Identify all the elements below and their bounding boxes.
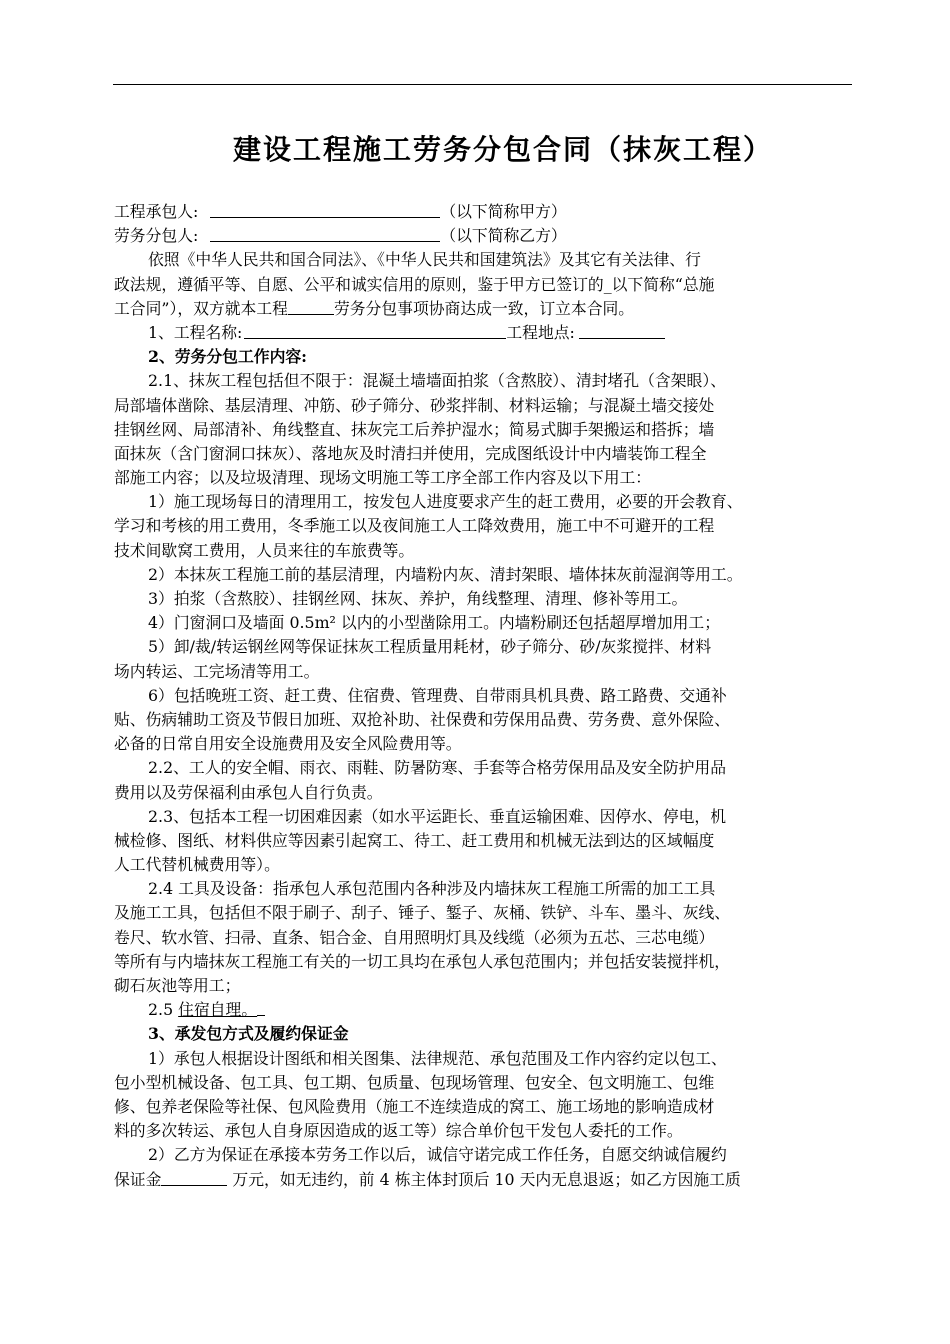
paragraph-line: 修、包养老保险等社保、包风险费用（施工不连续造成的窝工、施工场地的影响造成材 bbox=[114, 1096, 715, 1116]
project-blank[interactable] bbox=[288, 299, 334, 315]
paragraph-line: 等所有与内墙抹灰工程施工有关的一切工具均在承包人承包范围内；并包括安装搅拌机， bbox=[114, 951, 731, 971]
project-name-blank[interactable] bbox=[244, 323, 506, 339]
deposit-amount-blank[interactable] bbox=[161, 1170, 227, 1186]
paragraph-line: 挂钢丝网、局部清补、角线整直、抹灰完工后养护湿水；简易式脚手架搬运和搭拆；墙 bbox=[114, 419, 715, 439]
paragraph-line: 2.1、抹灰工程包括但不限于：混凝土墙墙面拍浆（含熬胶）、清封堵孔（含架眼）、 bbox=[148, 371, 727, 391]
intro-text: 劳务分包事项协商达成一致，订立本合同。 bbox=[333, 298, 635, 318]
paragraph-line: 3）拍浆（含熬胶）、挂钢丝网、抹灰、养护，角线整理、清理、修补等用工。 bbox=[148, 589, 688, 608]
paragraph-line: 2.4 工具及设备：指承包人承包范围内各种涉及内墙抹灰工程施工所需的加工工具 bbox=[148, 879, 716, 899]
project-name-label: 1、工程名称: bbox=[148, 322, 243, 342]
contractor-suffix: （以下简称甲方） bbox=[440, 202, 567, 221]
paragraph-line: 2.2、工人的安全帽、雨衣、雨鞋、防暑防寒、手套等合格劳保用品及安全防护用品 bbox=[148, 758, 727, 778]
paragraph-line: 2）乙方为保证在承接本劳务工作以后，诚信守诺完成工作任务，自愿交纳诚信履约 bbox=[148, 1145, 727, 1165]
paragraph-line: 1）承包人根据设计图纸和相关图集、法律规范、承包范围及工作内容约定以包工、 bbox=[148, 1048, 727, 1068]
paragraph-line: 2.3、包括本工程一切困难因素（如水平运距长、垂直运输困难、因停水、停电，机 bbox=[148, 806, 727, 826]
intro-line: 政法规，遵循平等、自愿、公平和诚实信用的原则，鉴于甲方已签订的_以下简称“总施 bbox=[114, 274, 715, 294]
paragraph-line: 料的多次转运、承包人自身原因造成的返工等）综合单价包干发包人委托的工作。 bbox=[114, 1121, 683, 1141]
underline-tail bbox=[257, 1000, 265, 1016]
document-title: 建设工程施工劳务分包合同（抹灰工程） bbox=[232, 133, 773, 166]
paragraph-line: 6）包括晚班工资、赶工费、住宿费、管理费、自带雨具机具费、路工路费、交通补 bbox=[148, 685, 727, 705]
intro-text: 工合同”），双方就本工程 bbox=[114, 298, 288, 318]
lodging-clause: 住宿自理。 bbox=[178, 1000, 258, 1020]
subcontractor-line bbox=[114, 224, 854, 248]
paragraph-line bbox=[114, 998, 854, 1022]
section-2-heading: 2、劳务分包工作内容: bbox=[148, 347, 307, 367]
paragraph-line: 1）施工现场每日的清理用工，按发包人进度要求产生的赶工费用，必要的开会教育、 bbox=[148, 492, 743, 512]
contract-body bbox=[114, 200, 854, 1192]
intro-line: 依照《中华人民共和国合同法》、《中华人民共和国建筑法》及其它有关法律、行 bbox=[148, 250, 701, 270]
section-3-heading: 3、承发包方式及履约保证金 bbox=[148, 1024, 349, 1044]
paragraph-line: 械检修、图纸、材料供应等因素引起窝工、待工、赶工费用和机械无法到达的区域幅度 bbox=[114, 830, 715, 850]
paragraph-line: 卷尺、软水管、扫帚、直条、铝合金、自用照明灯具及线缆（必须为五芯、三芯电缆） bbox=[114, 927, 715, 947]
paragraph-line: 及施工工具，包括但不限于刷子、刮子、锤子、錾子、灰桶、铁铲、斗车、墨斗、灰线、 bbox=[114, 903, 731, 923]
paragraph-line: 必备的日常自用安全设施费用及安全风险费用等。 bbox=[114, 734, 462, 754]
paragraph-line: 砌石灰池等用工； bbox=[114, 976, 241, 995]
contractor-blank[interactable] bbox=[210, 202, 440, 218]
project-location-blank[interactable] bbox=[579, 323, 665, 339]
contractor-line bbox=[114, 200, 854, 224]
paragraph-line: 人工代替机械费用等）。 bbox=[114, 855, 280, 875]
subcontractor-label: 劳务分包人: bbox=[114, 226, 199, 246]
paragraph-line: 学习和考核的用工费用，冬季施工以及夜间施工人工降效费用，施工中不可避开的工程 bbox=[114, 516, 715, 536]
intro-line bbox=[114, 297, 854, 321]
paragraph-line: 技术间歇窝工费用，人员来往的车旅费等。 bbox=[114, 540, 415, 560]
header-rule bbox=[113, 84, 852, 85]
paragraph-line: 局部墙体凿除、基层清理、冲筋、砂子筛分、砂浆拌制、材料运输；与混凝土墙交接处 bbox=[114, 395, 715, 415]
paragraph-line: 费用以及劳保福利由承包人自行负责。 bbox=[114, 782, 383, 802]
clause-number: 2.5 bbox=[148, 1000, 174, 1020]
paragraph-line: 场内转运、工完场清等用工。 bbox=[114, 661, 320, 681]
subcontractor-suffix: （以下简称乙方） bbox=[440, 226, 567, 246]
paragraph-line: 包小型机械设备、包工具、包工期、包质量、包现场管理、包安全、包文明施工、包维 bbox=[114, 1072, 715, 1092]
paragraph-line: 贴、伤病辅助工资及节假日加班、双抢补助、社保费和劳保用品费、劳务费、意外保险、 bbox=[114, 709, 731, 729]
paragraph-line: 4）门窗洞口及墙面 0.5m² 以内的小型凿除用工。内墙粉刷还包括超厚增加用工； bbox=[148, 613, 721, 633]
deposit-line bbox=[114, 1168, 854, 1192]
paragraph-line: 部施工内容；以及垃圾清理、现场文明施工等工序全部工作内容及以下用工： bbox=[114, 468, 652, 488]
deposit-text: 万元，如无违约，前 4 栋主体封顶后 10 天内无息退返；如乙方因施工质 bbox=[227, 1169, 741, 1189]
paragraph-line: 2）本抹灰工程施工前的基层清理，内墙粉内灰、清封架眼、墙体抹灰前湿润等用工。 bbox=[148, 564, 743, 584]
contractor-label: 工程承包人: bbox=[114, 202, 199, 221]
paragraph-line: 面抹灰（含门窗洞口抹灰）、落地灰及时清扫并使用，完成图纸设计中内墙装饰工程全 bbox=[114, 443, 707, 463]
subcontractor-blank[interactable] bbox=[210, 226, 440, 242]
paragraph-line: 5）卸/裁/转运钢丝网等保证抹灰工程质量用耗材，砂子筛分、砂/灰浆搅拌、材料 bbox=[148, 637, 712, 657]
deposit-label: 保证金 bbox=[114, 1169, 162, 1189]
project-location-label: 工程地点: bbox=[506, 322, 575, 342]
project-name-line bbox=[114, 321, 854, 345]
